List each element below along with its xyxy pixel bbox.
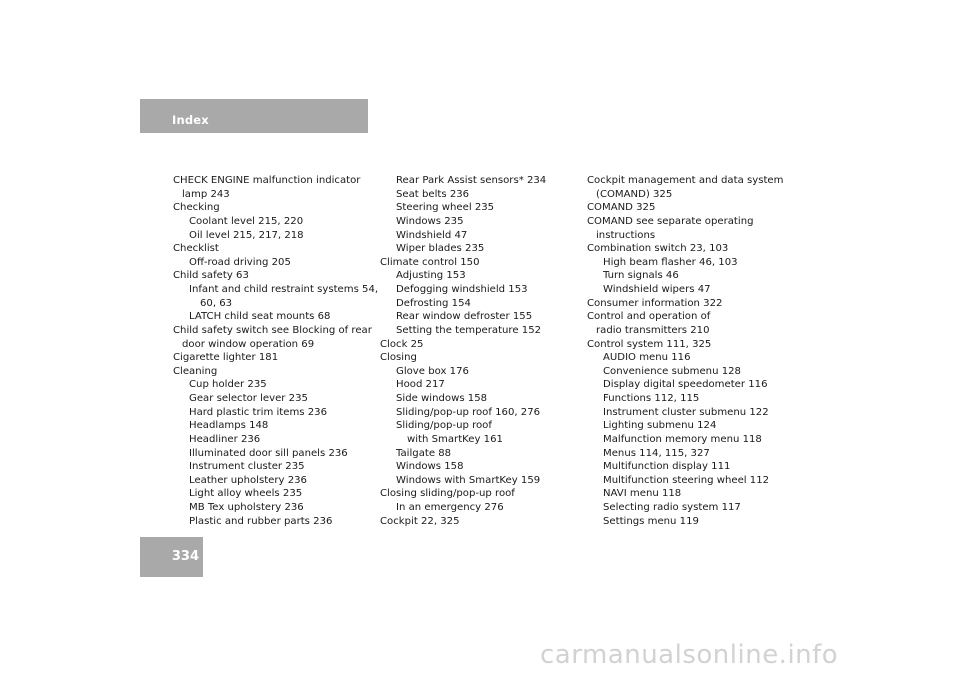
index-entry: with SmartKey 161 — [407, 433, 503, 445]
section-header-bar — [140, 99, 368, 133]
index-entry: In an emergency 276 — [396, 502, 504, 513]
index-entry: door window operation 69 — [182, 338, 315, 350]
index-column-3 — [587, 174, 787, 528]
index-entry: Cigarette lighter 181 — [173, 352, 279, 364]
index-entry: Side windows 158 — [396, 393, 488, 404]
index-entry: lamp 243 — [182, 188, 230, 200]
index-entry: Clock 25 — [380, 338, 424, 350]
watermark: carmanualsonline.info — [540, 640, 839, 670]
index-entry: Tailgate 88 — [396, 447, 452, 459]
index-entry: Adjusting 153 — [396, 270, 466, 282]
index-entry: Steering wheel 235 — [396, 202, 495, 214]
index-entry: Headlamps 148 — [189, 420, 269, 432]
index-entry: Plastic and rubber parts 236 — [189, 515, 333, 527]
index-entry: Light alloy wheels 235 — [189, 488, 303, 500]
index-entry: Instrument cluster 235 — [189, 461, 305, 473]
index-entry: Sliding/pop-up roof 160, 276 — [396, 406, 541, 418]
index-entry: MB Tex upholstery 236 — [189, 502, 304, 513]
index-entry: Hood 217 — [396, 379, 445, 391]
page-number-tab — [140, 537, 203, 577]
index-entry: Cup holder 235 — [189, 379, 267, 391]
index-entry: Menus 114, 115, 327 — [603, 447, 710, 459]
index-entry: Coolant level 215, 220 — [189, 215, 304, 227]
index-entry: Windows 235 — [396, 215, 464, 227]
index-entry: Closing — [380, 352, 417, 364]
index-entry: Cockpit management and data system — [587, 175, 784, 186]
index-entry: Setting the temperature 152 — [396, 324, 542, 336]
index-entry: Child safety switch see Blocking of rear — [173, 324, 372, 336]
index-entry: Headliner 236 — [189, 433, 261, 445]
index-entry: Defrosting 154 — [396, 297, 471, 309]
index-entry: COMAND see separate operating — [587, 215, 754, 227]
index-entry: COMAND 325 — [587, 202, 656, 214]
index-entry: Leather upholstery 236 — [189, 474, 307, 486]
index-entry: Closing sliding/pop-up roof — [380, 488, 515, 500]
index-entry: Control system 111, 325 — [587, 338, 712, 350]
index-entry: Consumer information 322 — [587, 297, 723, 309]
index-entry: Multifunction display 111 — [603, 461, 731, 473]
index-entry: LATCH child seat mounts 68 — [189, 311, 331, 323]
index-entry: Malfunction memory menu 118 — [603, 433, 762, 445]
index-entry: Functions 112, 115 — [603, 393, 700, 404]
index-entry: Seat belts 236 — [396, 188, 470, 200]
index-entry: Off-road driving 205 — [189, 256, 291, 268]
index-entry: Child safety 63 — [173, 270, 249, 282]
index-entry: Windows with SmartKey 159 — [396, 474, 541, 486]
index-entry: Oil level 215, 217, 218 — [189, 229, 304, 241]
index-entry: Lighting submenu 124 — [603, 420, 717, 432]
index-entry: instructions — [596, 229, 656, 241]
index-entry: Selecting radio system 117 — [603, 502, 741, 513]
index-entry: NAVI menu 118 — [603, 488, 682, 500]
index-entry: Checklist — [173, 243, 219, 255]
index-entry: Windshield 47 — [396, 229, 468, 241]
index-entry: Hard plastic trim items 236 — [189, 406, 328, 418]
index-entry: Rear Park Assist sensors* 234 — [396, 175, 547, 186]
index-entry: AUDIO menu 116 — [603, 352, 691, 364]
index-entry: Infant and child restraint systems 54, — [189, 284, 379, 295]
index-entry: High beam flasher 46, 103 — [603, 256, 738, 268]
index-entry: (COMAND) 325 — [596, 188, 673, 200]
index-entry: Sliding/pop-up roof — [396, 420, 492, 432]
page-number: 334 — [171, 549, 199, 564]
index-entry: Cleaning — [173, 365, 218, 377]
index-entry: Turn signals 46 — [603, 270, 679, 282]
index-entry: Settings menu 119 — [603, 515, 699, 527]
index-column-2 — [380, 174, 580, 528]
section-title: Index — [172, 113, 209, 127]
index-entry: Instrument cluster submenu 122 — [603, 406, 769, 418]
index-entry: Gear selector lever 235 — [189, 393, 308, 404]
index-entry: Climate control 150 — [380, 256, 480, 268]
index-entry: Defogging windshield 153 — [396, 284, 528, 295]
index-entry: Illuminated door sill panels 236 — [189, 447, 348, 459]
index-entry: CHECK ENGINE malfunction indicator — [173, 175, 361, 186]
index-entry: Control and operation of — [587, 311, 711, 323]
index-entry: radio transmitters 210 — [596, 324, 710, 336]
index-entry: Checking — [173, 202, 220, 214]
index-entry: Multifunction steering wheel 112 — [603, 474, 770, 486]
index-entry: Convenience submenu 128 — [603, 365, 741, 377]
index-entry: Windows 158 — [396, 461, 464, 473]
index-entry: 60, 63 — [200, 297, 233, 309]
index-column-1 — [173, 174, 379, 528]
index-entry: Windshield wipers 47 — [603, 284, 711, 295]
index-entry: Display digital speedometer 116 — [603, 379, 768, 391]
index-entry: Glove box 176 — [396, 365, 469, 377]
index-entry: Wiper blades 235 — [396, 243, 485, 255]
index-entry: Combination switch 23, 103 — [587, 243, 729, 255]
index-entry: Rear window defroster 155 — [396, 311, 533, 323]
index-entry: Cockpit 22, 325 — [380, 515, 460, 527]
